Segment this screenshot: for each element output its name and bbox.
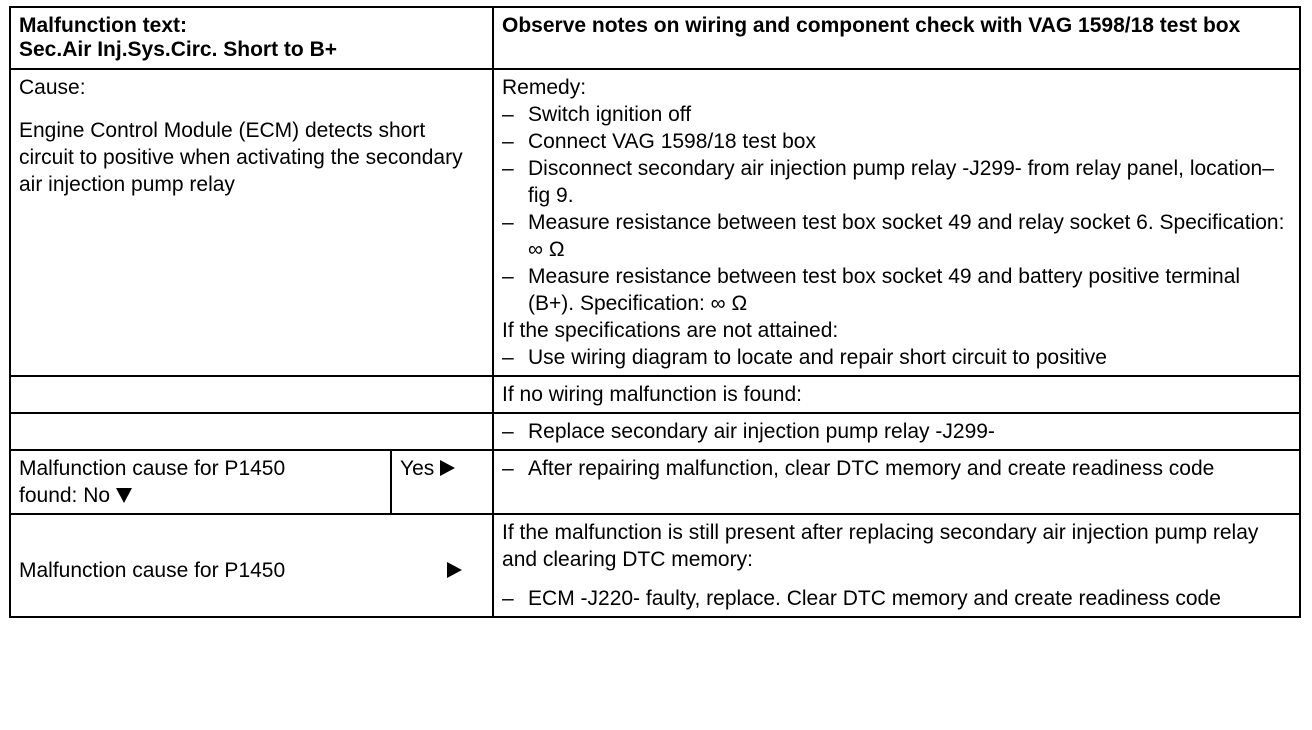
decision-1-line1: Malfunction cause for P1450 <box>19 457 286 480</box>
decision-2-step: – ECM -J220- faulty, replace. Clear DTC memory and create readiness code <box>502 585 1291 612</box>
decision-1-yes-label: Yes <box>400 457 435 480</box>
remedy-step: – Disconnect secondary air injection pump relay -J299- from relay panel, location–fig 9. <box>502 155 1291 209</box>
remedy-label: Remedy: <box>502 76 587 99</box>
decision-2-question <box>10 514 391 617</box>
remedy-step: – Switch ignition off <box>502 101 1291 128</box>
cause-cell <box>10 69 493 376</box>
remedy-condition: If the specifications are not attained: <box>502 319 839 342</box>
decision-1-no-text: found: No <box>19 484 111 507</box>
decision-2-condition: If the malfunction is still present after replacing secondary air injection pump relay and clearing DTC memory: <box>502 521 1259 571</box>
malfunction-text-value: Sec.Air Inj.Sys.Circ. Short to B+ <box>19 38 338 61</box>
cause-label: Cause: <box>19 76 86 99</box>
remedy-step: – Connect VAG 1598/18 test box <box>502 128 1291 155</box>
cause-text: Engine Control Module (ECM) detects short circuit to positive when activating the secondary air injection pump relay <box>19 119 463 196</box>
empty-cell <box>10 376 493 413</box>
header-row <box>10 7 1300 69</box>
empty-cell <box>10 413 493 450</box>
decision-2-arrow-cell <box>391 514 493 617</box>
test-box-note-header <box>493 7 1300 69</box>
diagnostic-table <box>9 6 1301 618</box>
no-wiring-row <box>10 376 1300 413</box>
decision-2-text: Malfunction cause for P1450 <box>19 559 286 582</box>
remedy-step: – Measure resistance between test box socket 49 and relay socket 6. Specification: ∞ Ω <box>502 209 1291 263</box>
decision-2-action <box>493 514 1300 617</box>
replace-relay-cell <box>493 413 1300 450</box>
replace-relay-step: – Replace secondary air injection pump relay -J299- <box>502 418 1291 445</box>
decision-1-step: – After repairing malfunction, clear DTC memory and create readiness code <box>502 455 1291 482</box>
cause-remedy-row <box>10 69 1300 376</box>
decision-1-line2 <box>19 482 382 509</box>
triangle-right-icon <box>440 460 455 476</box>
decision-1-question <box>10 450 391 514</box>
decision-row-2 <box>10 514 1300 617</box>
decision-1-action <box>493 450 1300 514</box>
replace-relay-steps <box>502 418 1291 445</box>
no-wiring-cell <box>493 376 1300 413</box>
triangle-down-icon <box>116 488 132 503</box>
decision-1-steps <box>502 455 1291 482</box>
triangle-right-icon <box>447 562 462 578</box>
remedy-cell <box>493 69 1300 376</box>
decision-1-yes <box>391 450 493 514</box>
malfunction-text-label: Malfunction text: <box>19 14 187 37</box>
remedy-final-steps <box>502 344 1291 371</box>
decision-row-1 <box>10 450 1300 514</box>
decision-2-steps <box>502 585 1291 612</box>
malfunction-text-header <box>10 7 493 69</box>
remedy-final-step: – Use wiring diagram to locate and repair short circuit to positive <box>502 344 1291 371</box>
no-wiring-text: If no wiring malfunction is found: <box>502 383 803 406</box>
remedy-step: – Measure resistance between test box socket 49 and battery positive terminal (B+). Specification: ∞ Ω <box>502 263 1291 317</box>
test-box-note-text: Observe notes on wiring and component check with VAG 1598/18 test box <box>502 14 1241 37</box>
remedy-steps <box>502 101 1291 317</box>
replace-relay-row <box>10 413 1300 450</box>
